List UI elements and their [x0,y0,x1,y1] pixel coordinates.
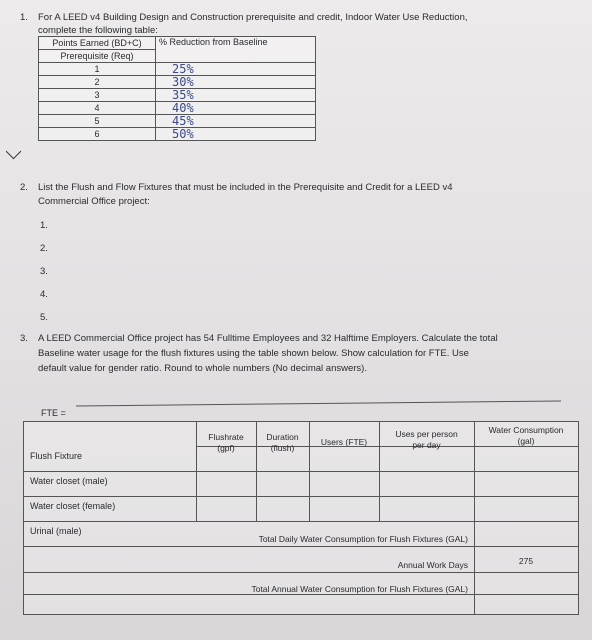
reduction-cell[interactable]: 50% [156,128,316,141]
header-flushrate-label: Flushrate [208,432,244,442]
fixture-list-item[interactable]: 4. [40,289,48,300]
fixture-list-item[interactable]: 5. [40,312,48,323]
header-duration [256,432,309,454]
total-daily-label: Total Daily Water Consumption for Flush Fixtures (GAL) [258,534,468,544]
fte-answer-line[interactable] [76,400,561,406]
header-flush-fixture: Flush Fixture [30,451,83,461]
header-uses-line-2: per day [412,440,441,450]
row-urinal-male: Urinal (male) [30,526,82,536]
question-2-number: 2. [20,182,28,193]
fixture-list-item[interactable]: 1. [40,220,48,231]
header-flushrate [196,432,256,454]
points-cell: 3 [39,89,156,102]
reduction-cell[interactable]: 30% [156,76,316,89]
question-2-line-2: Commercial Office project: [38,196,150,207]
question-3-line-1: A LEED Commercial Office project has 54 Fulltime Employees and 32 Halftime Employers. Calculate the total [38,333,498,344]
fixture-list-item[interactable]: 2. [40,243,48,254]
reduction-table [38,36,316,141]
header-uses-per-day [379,429,474,451]
header-points-earned: Points Earned (BD+C) [39,37,156,50]
water-use-table [23,421,579,615]
header-users: Users (FTE) [320,437,368,447]
question-2-line-1: List the Flush and Flow Fixtures that must be included in the Prerequisite and Credit for a LEED v4 [38,182,453,193]
points-cell: 5 [39,115,156,128]
total-annual-label: Total Annual Water Consumption for Flush Fixtures (GAL) [251,584,468,594]
reduction-cell[interactable]: 25% [156,63,316,76]
annual-work-days-label: Annual Work Days [397,560,468,570]
header-duration-label: Duration [266,432,299,442]
question-1-number: 1. [20,12,28,23]
header-flushrate-unit: (gpf) [217,443,235,453]
header-water-line-1: Water Consumption [488,425,564,435]
fixture-list-item[interactable]: 3. [40,266,48,277]
header-prerequisite: Prerequisite (Req) [39,50,156,63]
question-3-line-2: Baseline water usage for the flush fixtures using the table shown below. Show calculation for FTE. Use [38,348,469,359]
points-cell: 1 [39,63,156,76]
header-water-consumption [474,425,578,447]
question-3-line-3: default value for gender ratio. Round to whole numbers (No decimal answers). [38,363,367,374]
question-3-number: 3. [20,333,28,344]
header-uses-line-1: Uses per person [395,429,458,439]
reduction-cell[interactable]: 35% [156,89,316,102]
row-water-closet-female: Water closet (female) [30,501,116,511]
reduction-cell[interactable]: 45% [156,115,316,128]
question-1-line-1: For A LEED v4 Building Design and Construction prerequisite and credit, Indoor Water Use Reduction, [38,12,468,23]
fte-label: FTE = [41,408,66,418]
points-cell: 6 [39,128,156,141]
annual-work-days-value: 275 [518,556,534,566]
row-water-closet-male: Water closet (male) [30,476,108,486]
question-1-line-2: complete the following table: [38,25,158,36]
points-cell: 4 [39,102,156,115]
points-cell: 2 [39,76,156,89]
header-duration-unit: (flush) [270,443,295,453]
header-reduction: % Reduction from Baseline [156,37,316,63]
reduction-cell[interactable]: 40% [156,102,316,115]
check-mark-icon [6,144,22,160]
header-water-line-2: (gal) [517,436,535,446]
